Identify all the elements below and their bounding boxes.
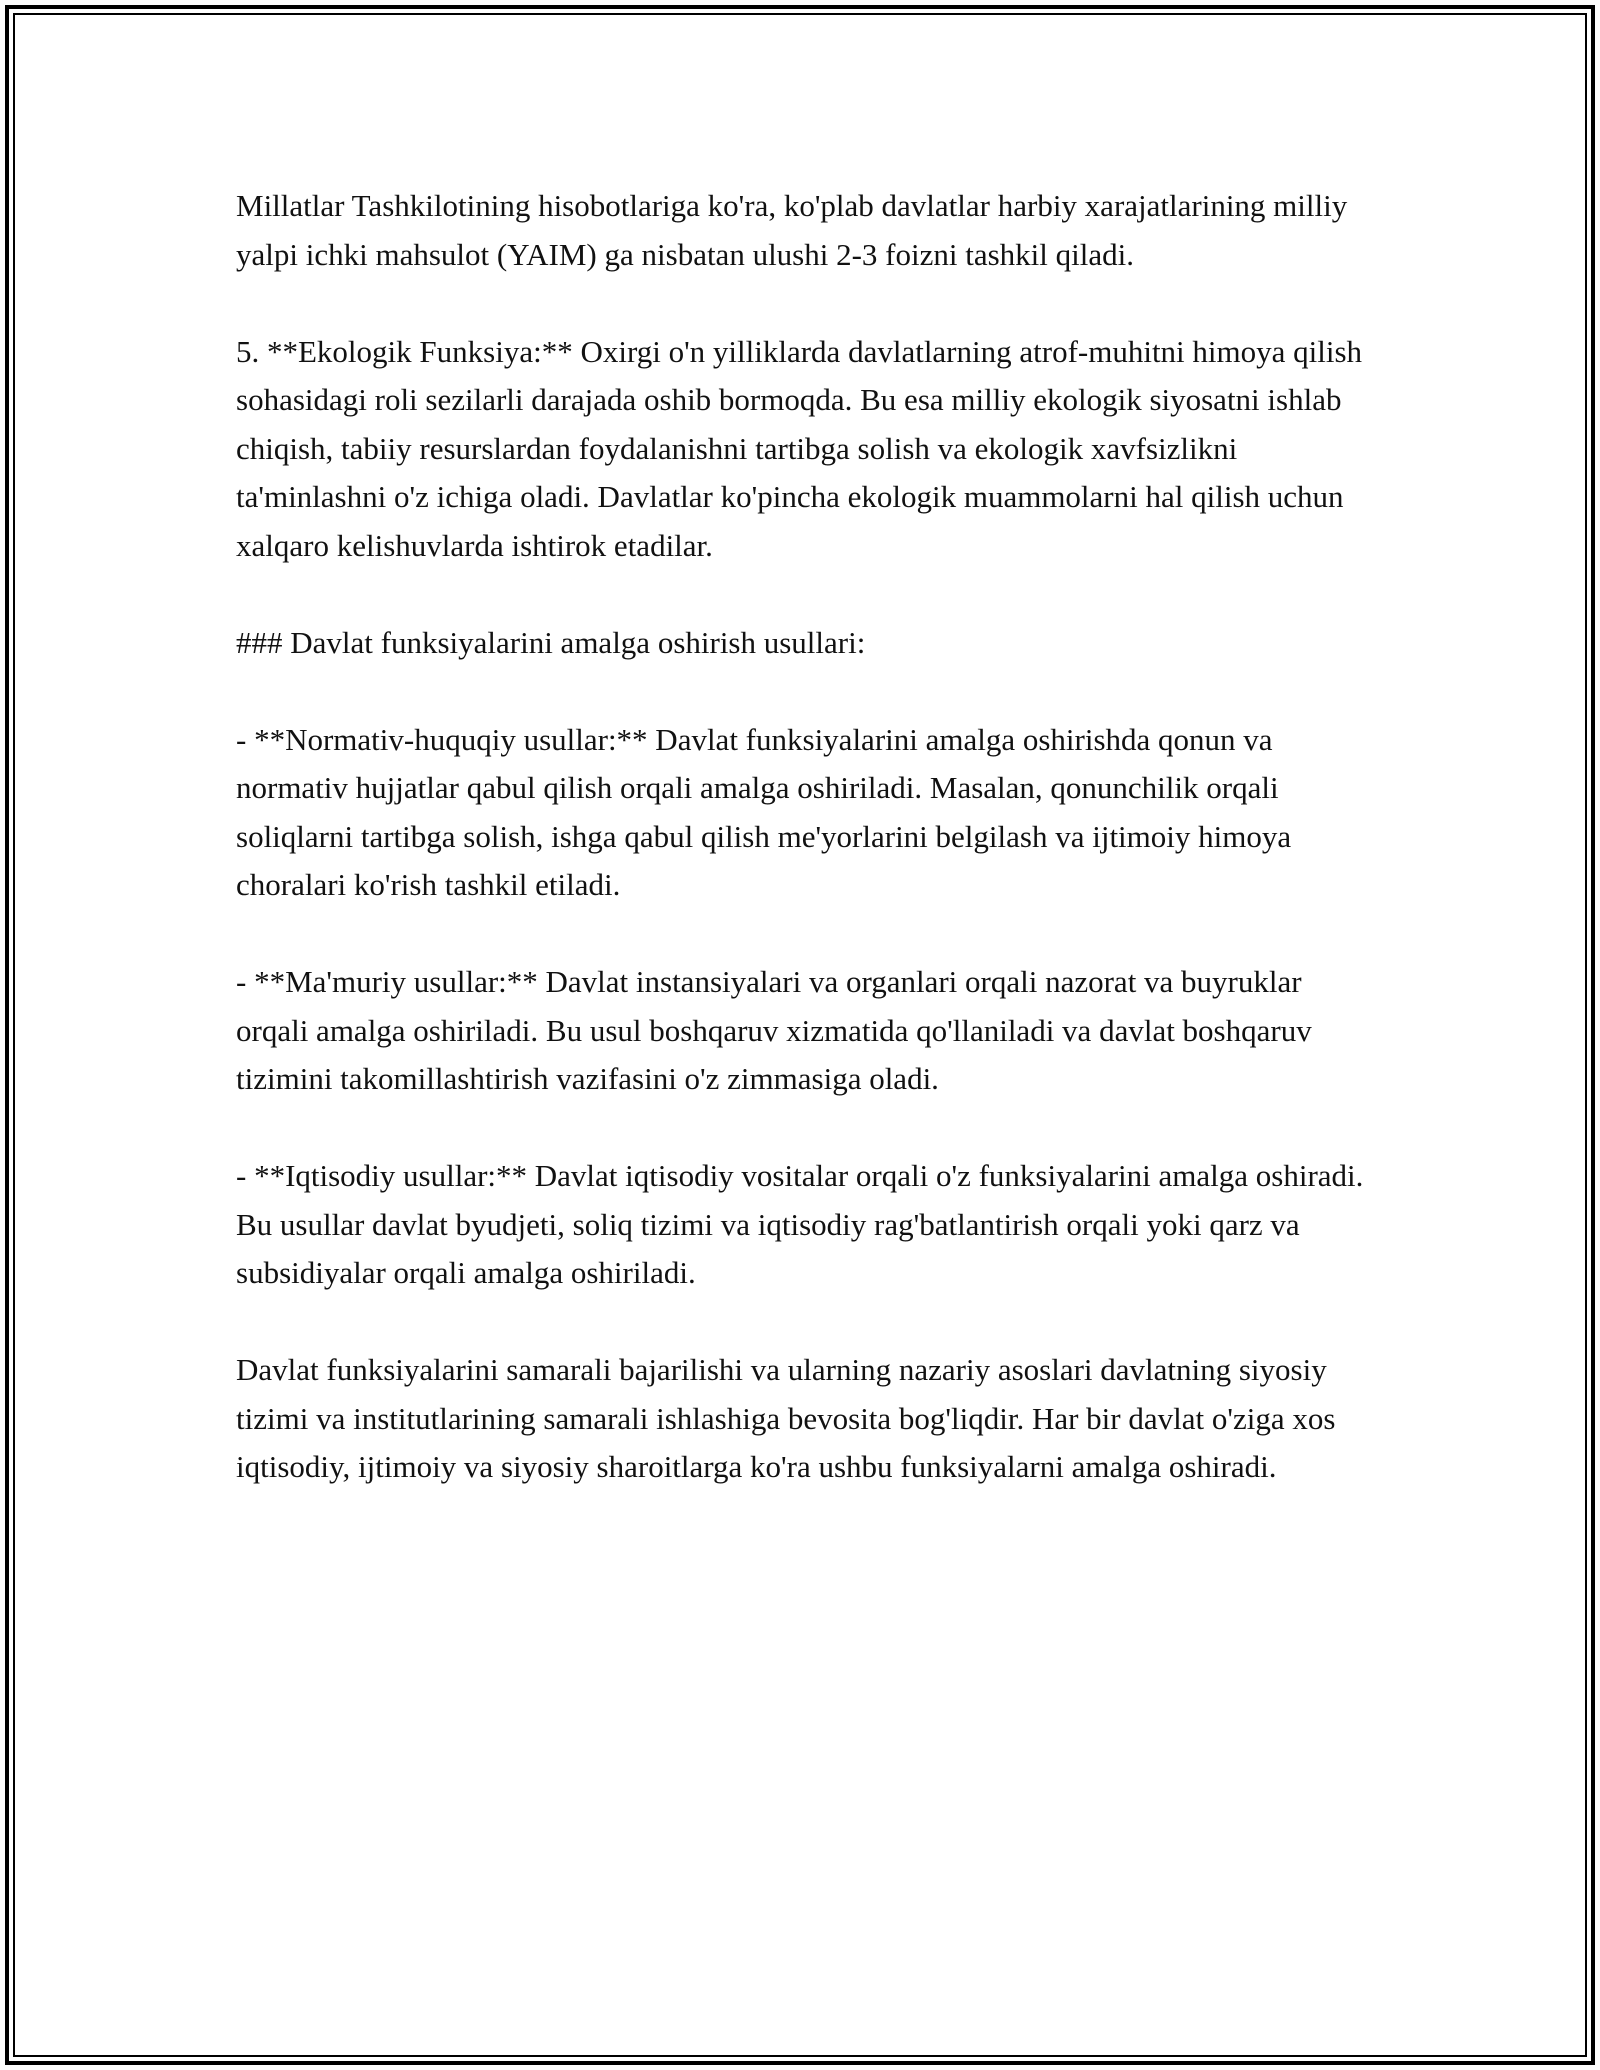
document-body bbox=[236, 182, 1366, 1540]
paragraph-ecological-function: 5. **Ekologik Funksiya:** Oxirgi o'n yilliklarda davlatlarning atrof-muhitni himoya qilish sohasidagi roli sezilarli darajada oshib bormoqda. Bu esa milliy ekologik siyosatni ishlab chiqish, tabiiy resurslardan foydalanishni tartibga solish va ekologik xavfsizlikni ta'minlashni o'z ichiga oladi. Davlatlar ko'pincha ekologik muammolarni hal qilish uchun xalqaro kelishuvlarda ishtirok etadilar. bbox=[236, 333, 1363, 563]
list-item-administrative-methods: - **Ma'muriy usullar:** Davlat instansiyalari va organlari orqali nazorat va buyruklar orqali amalga oshiriladi. Bu usul boshqaruv xizmatida qo'llaniladi va davlat boshqaruv tizimini takomillashtirish vazifasini o'z zimmasiga oladi. bbox=[236, 964, 1312, 1096]
list-item-economic-methods: - **Iqtisodiy usullar:** Davlat iqtisodiy vositalar orqali o'z funksiyalarini amalga oshiradi. Bu usullar davlat byudjeti, soliq tizimi va iqtisodiy rag'batlantirish orqali yoki qarz va subsidiyalar orqali amalga oshiriladi. bbox=[236, 1158, 1364, 1290]
section-heading-methods: ### Davlat funksiyalarini amalga oshirish usullari: bbox=[236, 624, 866, 660]
list-item-normative-legal-methods: - **Normativ-huquqiy usullar:** Davlat funksiyalarini amalga oshirishda qonun va normativ hujjatlar qabul qilish orqali amalga oshiriladi. Masalan, qonunchilik orqali soliqlarni tartibga solish, ishga qabul qilish me'yorlarini belgilash va ijtimoiy himoya choralari ko'rish tashkil etiladi. bbox=[236, 721, 1292, 902]
paragraph-conclusion: Davlat funksiyalarini samarali bajarilishi va ularning nazariy asoslari davlatning siyosiy tizimi va institutlarining samarali ishlashiga bevosita bog'liqdir. Har bir davlat o'ziga xos iqtisodiy, ijtimoiy va siyosiy sharoitlarga ko'ra ushbu funksiyalarni amalga oshiradi. bbox=[236, 1352, 1336, 1484]
paragraph-military-spending: Millatlar Tashkilotining hisobotlariga ko'ra, ko'plab davlatlar harbiy xarajatlarining milliy yalpi ichki mahsulot (YAIM) ga nisbatan ulushi 2-3 foizni tashkil qiladi. bbox=[236, 188, 1348, 272]
